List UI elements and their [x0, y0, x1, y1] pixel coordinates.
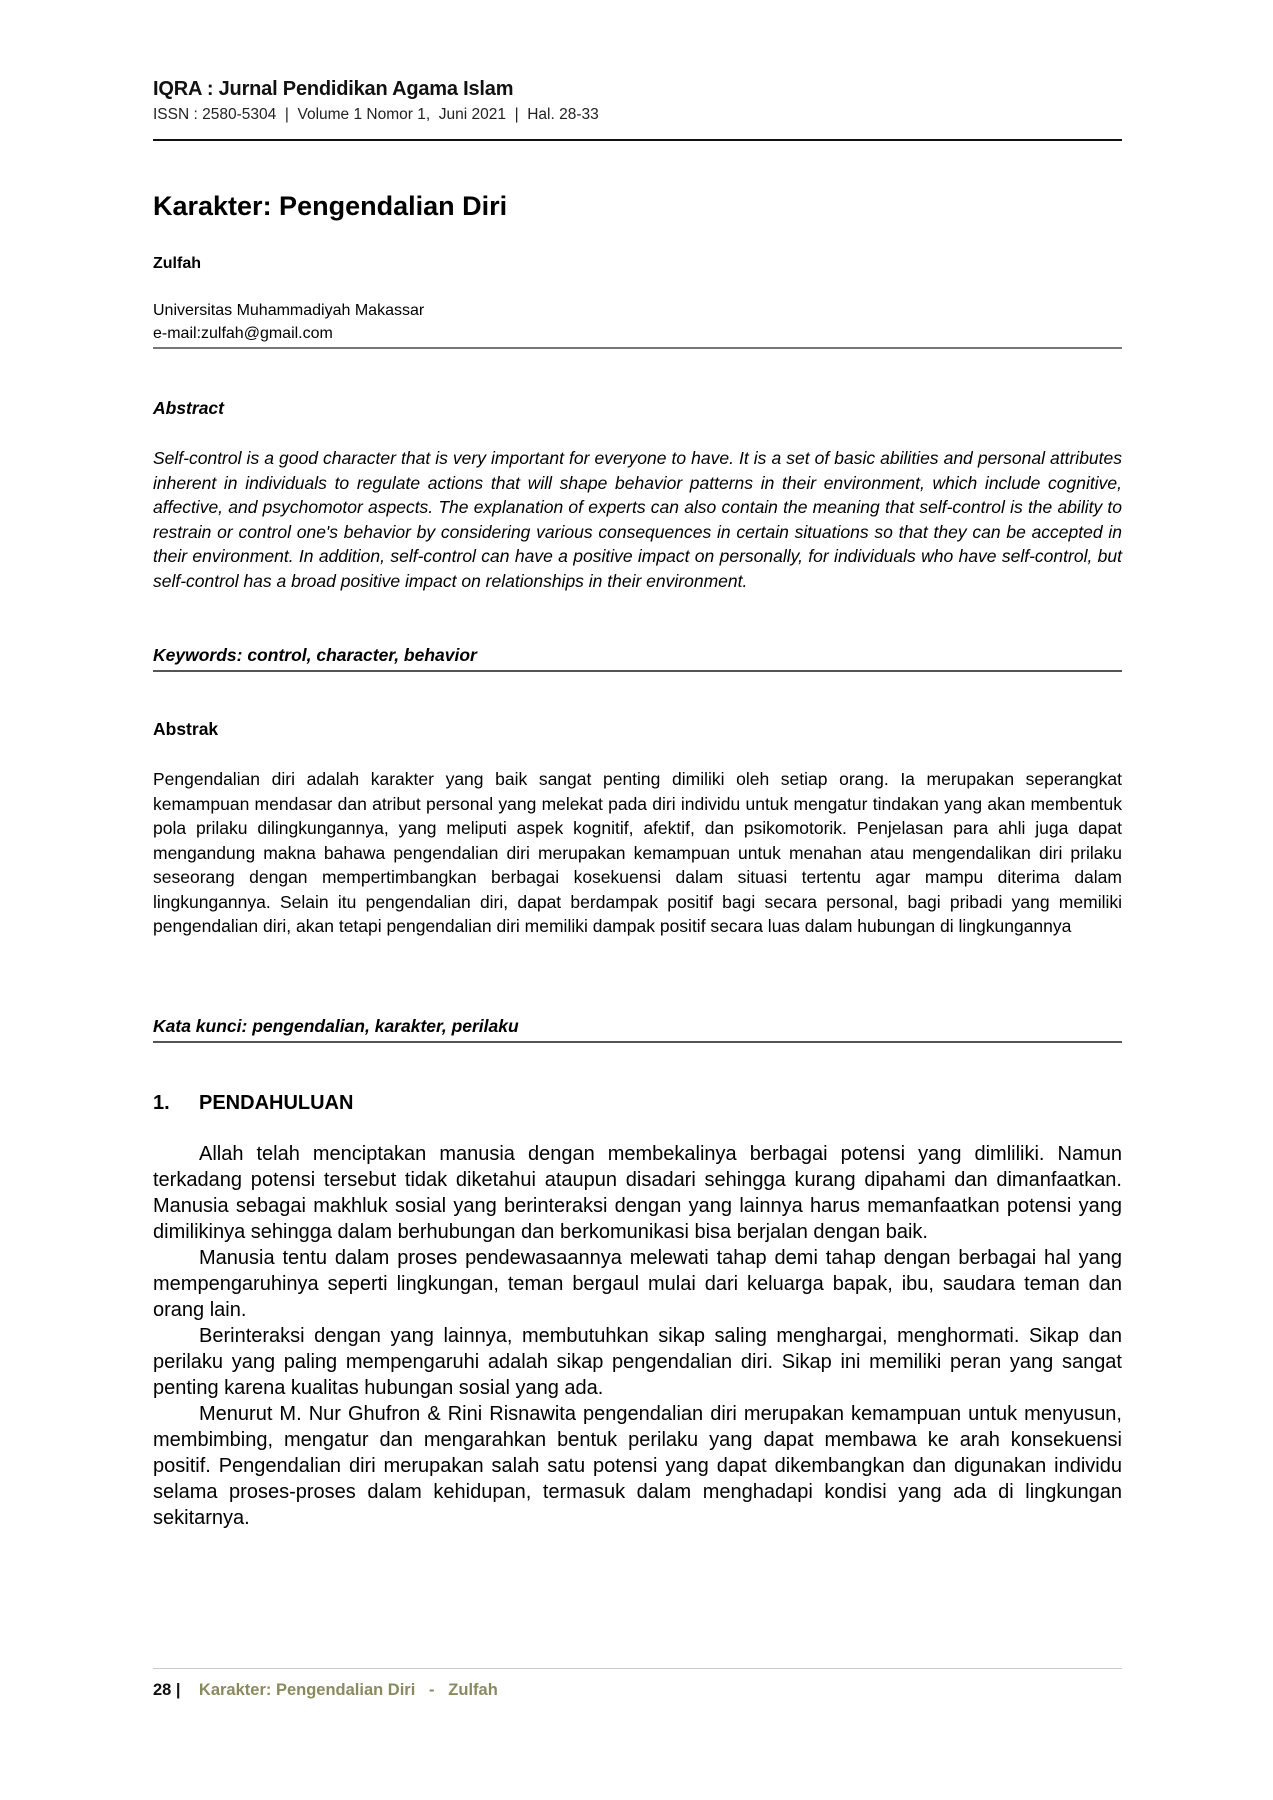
body-paragraph: Allah telah menciptakan manusia dengan membekalinya berbagai potensi yang dimliliki. Namun terkadang potensi tersebut tidak diketahui ataupun disadari sehingga kurang dipahami dan dimanfaatkan. Manusia sebagai makhluk sosial yang berinteraksi dengan yang lainnya harus memanfaatkan potensi yang dimilikinya sehingga dalam berhubungan dan berkomunikasi bisa berjalan dengan baik.	[153, 1143, 1122, 1243]
page-footer	[153, 1681, 498, 1700]
section-title: PENDAHULUAN	[199, 1092, 354, 1114]
keywords-divider	[153, 670, 1122, 672]
body-paragraph: Manusia tentu dalam proses pendewasaannya melewati tahap demi tahap dengan berbagai hal yang mempengaruhinya seperti lingkungan, teman bergaul mulai dari keluarga bapak, ibu, saudara teman dan orang lain.	[153, 1247, 1122, 1321]
page-number: 28 |	[153, 1681, 181, 1699]
header-divider	[153, 139, 1122, 141]
abstract-body: Self-control is a good character that is very important for everyone to have. It is a set of basic abilities and personal attributes inherent in individuals to regulate actions that will shape behavior patterns in their environment, which include cognitive, affective, and psychomotor aspects. The explanation of experts can also contain the meaning that self-control is the ability to restrain or control one's behavior by considering various consequences in certain situations so that they can be accepted in their environment. In addition, self-control can have a positive impact on personally, for individuals who have self-control, but self-control has a broad positive impact on relationships in their environment.	[153, 448, 1122, 591]
abstrak-body: Pengendalian diri adalah karakter yang baik sangat penting dimiliki oleh setiap orang. Ia merupakan seperangkat kemampuan mendasar dan atribut personal yang melekat pada diri individu untuk mengatur tindakan yang akan membentuk pola prilaku dilingkungannya, yang meliputi aspek kognitif, afektif, dan psikomotorik. Penjelasan para ahli juga dapat mengandung makna bahawa pengendalian diri merupakan kemampuan untuk menahan atau mengendalikan diri prilaku seseorang dengan mempertimbangkan berbagai kosekuensi dalam situasi tertentu agar mampu diterima dalam lingkungannya. Selain itu pengendalian diri, dapat berdampak positif bagi secara personal, bagi pribadi yang memiliki pengendalian diri, akan tetapi pengendalian diri memiliki dampak positif secara luas dalam hubungan di lingkungannya	[153, 769, 1122, 936]
journal-meta: ISSN : 2580-5304 | Volume 1 Nomor 1, Juni 2021 | Hal. 28-33	[153, 106, 599, 123]
section-heading-pendahuluan	[153, 1092, 353, 1115]
journal-title: IQRA : Jurnal Pendidikan Agama Islam	[153, 78, 514, 100]
keywords: Keywords: control, character, behavior	[153, 645, 477, 665]
abstrak-heading: Abstrak	[153, 719, 219, 739]
article-title: Karakter: Pengendalian Diri	[153, 191, 508, 221]
footer-divider	[153, 1668, 1122, 1669]
abstract-heading: Abstract	[153, 398, 224, 418]
kata-kunci: Kata kunci: pengendalian, karakter, perilaku	[153, 1016, 519, 1036]
section-body	[153, 1141, 1122, 1531]
body-paragraph: Menurut M. Nur Ghufron & Rini Risnawita pengendalian diri merupakan kemampuan untuk menyusun, membimbing, mengatur dan mengarahkan bentuk perilaku yang dapat membawa ke arah konsekuensi positif. Pengendalian diri merupakan salah satu potensi yang dapat dikembangkan dan digunakan individu selama proses-proses dalam kehidupan, termasuk dalam menghadapi kondisi yang ada di lingkungan sekitarnya.	[153, 1403, 1122, 1529]
author-name: Zulfah	[153, 255, 201, 272]
author-email: e-mail:zulfah@gmail.com	[153, 325, 333, 342]
section-number: 1.	[153, 1092, 170, 1114]
kata-kunci-divider	[153, 1041, 1122, 1043]
affiliation: Universitas Muhammadiyah Makassar	[153, 302, 425, 319]
body-paragraph: Berinteraksi dengan yang lainnya, membutuhkan sikap saling menghargai, menghormati. Sikap dan perilaku yang paling mempengaruhi adalah sikap pengendalian diri. Sikap ini memiliki peran yang sangat penting karena kualitas hubungan sosial yang ada.	[153, 1325, 1122, 1399]
author-divider	[153, 347, 1122, 349]
running-title: Karakter: Pengendalian Diri - Zulfah	[198, 1681, 498, 1699]
author-affiliation-block	[153, 299, 424, 345]
